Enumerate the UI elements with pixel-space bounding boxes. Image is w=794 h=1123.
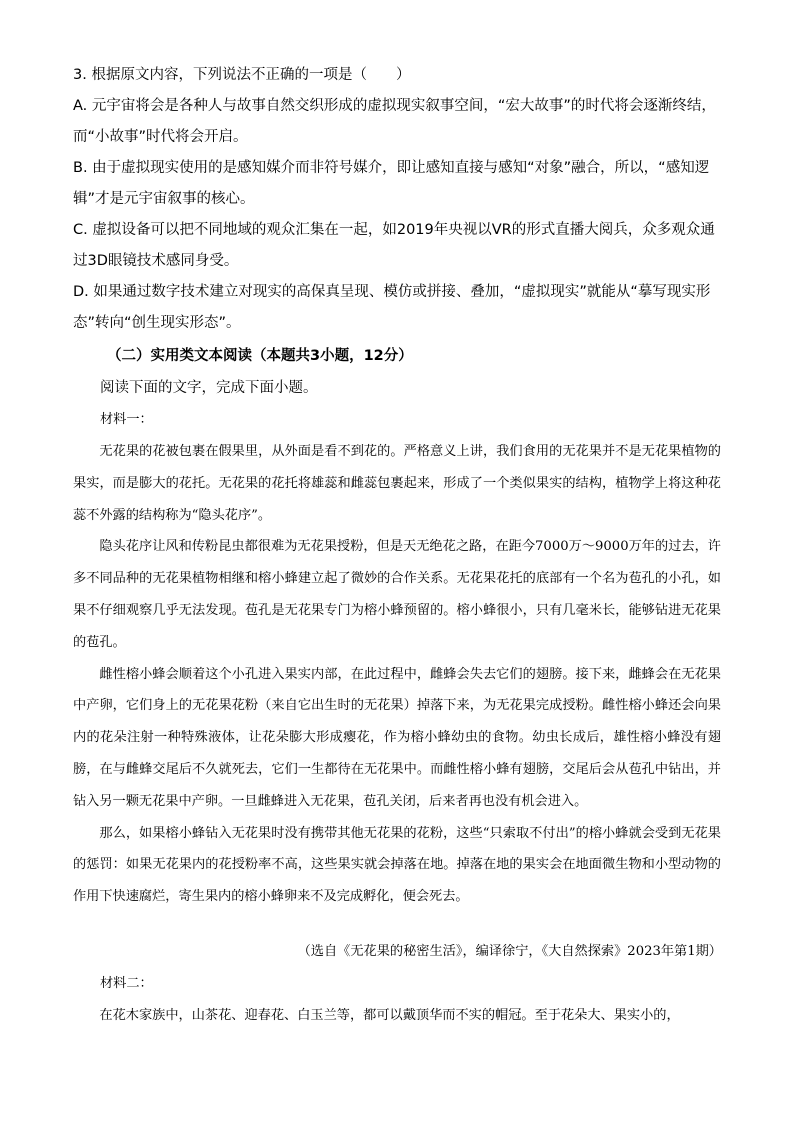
material-1-paragraph: 无花果的花被包裹在假果里，从外面是看不到花的。严格意义上讲，我们食用的无花果并不是无花果植物的果实，而是膨大的花托。无花果的花托将雄蕊和雌蕊包裹起来，形成了一个类似果实的结构，植物学上将这种花蕊不外露的结构称为“隐头花序”。	[73, 444, 721, 523]
option-b: B. 由于虚拟现实使用的是感知媒介而非符号媒介，即让感知直接与感知“对象”融合，所以，“感知逻辑”才是元宇宙叙事的核心。	[73, 160, 710, 207]
section-title: （二）实用类文本阅读（本题共3小题，12分）	[107, 348, 413, 364]
material-1-body	[73, 436, 721, 913]
question-3	[73, 60, 721, 339]
material-2-label: 材料二：	[100, 976, 153, 991]
material-1-paragraph: 隐头花序让风和传粉昆虫都很难为无花果授粉，但是天无绝花之路，在距今7000万～9000万年的过去，许多不同品种的无花果植物相继和榕小蜂建立起了微妙的合作关系。无花果花托的底部有一个名为苞孔的小孔，如果不仔细观察几乎无法发现。苞孔是无花果专门为榕小蜂预留的。榕小蜂很小，只有几毫米长，能够钻进无花果的苞孔。	[73, 539, 721, 650]
material-1-paragraph: 那么，如果榕小蜂钻入无花果时没有携带其他无花果的花粉，这些“只索取不付出”的榕小蜂就会受到无花果的惩罚：如果无花果内的花授粉率不高，这些果实就会掉落在地。掉落在地的果实会在地面微生物和小型动物的作用下快速腐烂，寄生果内的榕小蜂卵来不及完成孵化，便会死去。	[73, 825, 721, 905]
material-1-label: 材料一：	[100, 412, 153, 427]
material-1-source: （选自《无花果的秘密生活》，编译徐宁，《大自然探索》2023年第1期）	[297, 944, 722, 959]
option-d: D. 如果通过数字技术建立对现实的高保真呈现、模仿或拼接、叠加，“虚拟现实”就能从“摹写现实形态”转向“创生现实形态”。	[73, 284, 711, 331]
material-2-paragraph: 在花木家族中，山茶花、迎春花、白玉兰等，都可以戴顶华而不实的帽冠。至于花朵大、果实小的，	[99, 1008, 680, 1023]
option-c: C. 虚拟设备可以把不同地域的观众汇集在一起，如2019年央视以VR的形式直播大阅兵，众多观众通过3D眼镜技术感同身受。	[73, 222, 715, 269]
reading-instruction: 阅读下面的文字，完成下面小题。	[100, 380, 318, 396]
material-1-paragraph: 雌性榕小蜂会顺着这个小孔进入果实内部，在此过程中，雌蜂会失去它们的翅膀。接下来，雌蜂会在无花果中产卵，它们身上的无花果花粉（来自它出生时的无花果）掉落下来，为无花果完成授粉。雌性榕小蜂还会向果内的花朵注射一种特殊液体，让花朵膨大形成瘿花，作为榕小蜂幼虫的食物。幼虫长成后，雄性榕小蜂没有翅膀，在与雌蜂交尾后不久就死去，它们一生都待在无花果中。而雌性榕小蜂有翅膀，交尾后会从苞孔中钻出，并钻入另一颗无花果中产卵。一旦雌蜂进入无花果，苞孔关闭，后来者再也没有机会进入。	[73, 666, 721, 809]
question-3-stem: 3. 根据原文内容，下列说法不正确的一项是（ ）	[73, 67, 411, 83]
option-a: A. 元宇宙将会是各种人与故事自然交织形成的虚拟现实叙事空间，“宏大故事”的时代将会逐渐终结，而“小故事”时代将会开启。	[73, 98, 716, 145]
material-2-body	[73, 1000, 721, 1032]
